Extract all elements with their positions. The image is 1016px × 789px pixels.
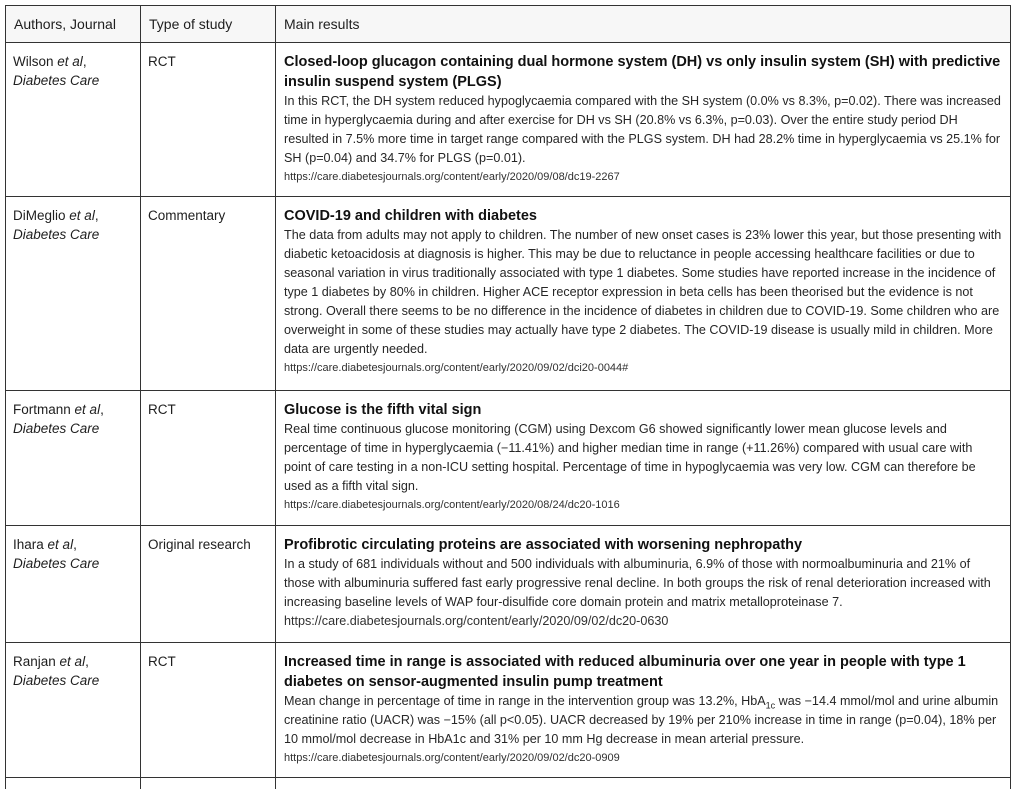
result-url[interactable]: https://care.diabetesjournals.org/content/early/2020/09/02/dc20-0909 <box>284 752 620 764</box>
results-cell <box>276 526 1011 643</box>
author-cell: Fortmann et al, Diabetes Care <box>6 391 141 526</box>
journal-name: Diabetes Care <box>13 73 100 88</box>
result-title: Closed-loop glucagon containing dual hormone system (DH) vs only insulin system (SH) with predictive insulin suspend system (PLGS) <box>284 54 1001 90</box>
result-url[interactable]: https://care.diabetesjournals.org/content/early/2020/09/02/dci20-0044# <box>284 362 629 374</box>
results-cell <box>276 197 1011 391</box>
result-body: In this RCT, the DH system reduced hypoglycaemia compared with the SH system (0.0% vs 8.3%, p=0.02). There was increased time in hyperglycaemia during and after exercise for DH vs SH (20.8% vs 6.3%, p=0.03). Over the entire study period DH resulted in 7.5% more time in target range compared with the PLGS system. DH had 28.2% time in hyperglycaemia vs 25.1% for SH (p=0.04) and 34.7% for PLGS (p=0.01). <box>284 94 1001 165</box>
author-cell: Ranjan et al, Diabetes Care <box>6 643 141 778</box>
result-body <box>284 692 1002 749</box>
results-cell <box>276 643 1011 778</box>
author-cell: Wilson et al, Diabetes Care <box>6 43 141 197</box>
result-body <box>284 555 1002 631</box>
study-type: RCT <box>141 391 276 526</box>
results-table <box>5 5 1011 789</box>
et-al: et al <box>74 402 101 417</box>
study-type: Original research <box>141 526 276 643</box>
results-cell <box>276 43 1011 197</box>
journal-name: Diabetes Care <box>13 421 100 436</box>
et-al: et al <box>69 208 95 223</box>
author-cell: Ihara et al, Diabetes Care <box>6 526 141 643</box>
hba1c-subscript: 1c <box>765 700 776 711</box>
et-al: et al <box>57 54 83 69</box>
et-al: et al <box>59 654 86 669</box>
result-body: The data from adults may not apply to children. The number of new onset cases is 23% lower this year, but those presenting with diabetic ketoacidosis at diagnosis is higher. This may be due to reluctance in people accessing healthcare facilities or due to seasonal variation in virus traditionally associated with type 1 diabetes. Some studies have reported increase in the incidence of type 1 diabetes by 80% in children. Higher ACE receptor expression in beta cells has been theorised but the evidence is not strong. Overall there seems to be no difference in the incidence of diabetes in children due to COVID-19. Some children who are overweight in some of these studies may actually have type 2 diabetes. The COVID-19 disease is usually mild in children. More data are urgently needed. <box>284 228 1002 356</box>
empty-cell <box>6 778 141 789</box>
table-row-partial <box>6 778 1011 789</box>
empty-cell <box>141 778 276 789</box>
author-name: Wilson <box>13 54 54 69</box>
results-cell <box>276 391 1011 526</box>
author-name: DiMeglio <box>13 208 66 223</box>
result-title: Increased time in range is associated with reduced albuminuria over one year in people with type 1 diabetes on sensor-augmented insulin pump treatment <box>284 654 966 690</box>
journal-name: Diabetes Care <box>13 556 100 571</box>
journal-name: Diabetes Care <box>13 227 100 242</box>
journal-name: Diabetes Care <box>13 673 100 688</box>
empty-cell <box>276 778 1011 789</box>
author-cell: DiMeglio et al, Diabetes Care <box>6 197 141 391</box>
result-title: COVID-19 and children with diabetes <box>284 208 537 224</box>
table-row <box>6 526 1011 643</box>
table-row <box>6 391 1011 526</box>
study-type: RCT <box>141 643 276 778</box>
header-authors: Authors, Journal <box>6 6 141 43</box>
result-url[interactable]: https://care.diabetesjournals.org/content/early/2020/08/24/dc20-1016 <box>284 499 620 511</box>
result-title: Profibrotic circulating proteins are associated with worsening nephropathy <box>284 537 803 553</box>
result-body-text: In a study of 681 individuals without and 500 individuals with albuminuria, 6.9% of those with normoalbuminuria and 21% of those with albuminuria suffered fast early progressive renal decline. In both groups the risk of renal deterioration increased with increasing baseline levels of WAP four-disulfide core domain protein and matrix metalloproteinase 7. <box>284 557 991 609</box>
study-type: RCT <box>141 43 276 197</box>
result-body-text-a: Mean change in percentage of time in range in the intervention group was 13.2%, HbA <box>284 694 766 708</box>
result-url[interactable]: https://care.diabetesjournals.org/content/early/2020/09/02/dc20-0630 <box>284 614 669 628</box>
header-row <box>6 6 1011 43</box>
author-name: Ranjan <box>13 654 56 669</box>
author-name: Ihara <box>13 537 44 552</box>
author-name: Fortmann <box>13 402 71 417</box>
table-row <box>6 43 1011 197</box>
et-al: et al <box>47 537 74 552</box>
table-row <box>6 643 1011 778</box>
result-url[interactable]: https://care.diabetesjournals.org/content/early/2020/09/08/dc19-2267 <box>284 171 620 183</box>
header-results: Main results <box>276 6 1011 43</box>
result-body: Real time continuous glucose monitoring (CGM) using Dexcom G6 showed significantly lower mean glucose levels and percentage of time in hyperglycaemia (−11.41%) and higher median time in range (+11.26%) compared with usual care with point of care testing in a non-ICU setting hospital. Percentage of time in hypoglycaemia was very low. CGM can therefore be used as a fifth vital sign. <box>284 422 976 493</box>
header-type: Type of study <box>141 6 276 43</box>
table-row <box>6 197 1011 391</box>
result-title: Glucose is the fifth vital sign <box>284 402 482 418</box>
study-type: Commentary <box>141 197 276 391</box>
result-body-text-b: was −14.4 mmol/mol and urine albumin creatinine ratio (UACR) was −15% (all p<0.05). UACR decreased by 19% per 210% increase in time in range (p=0.04), 18% per 10 mmol/mol decrease in HbA1c and 31% per 10 mm Hg decrease in mean arterial pressure. <box>284 694 999 746</box>
